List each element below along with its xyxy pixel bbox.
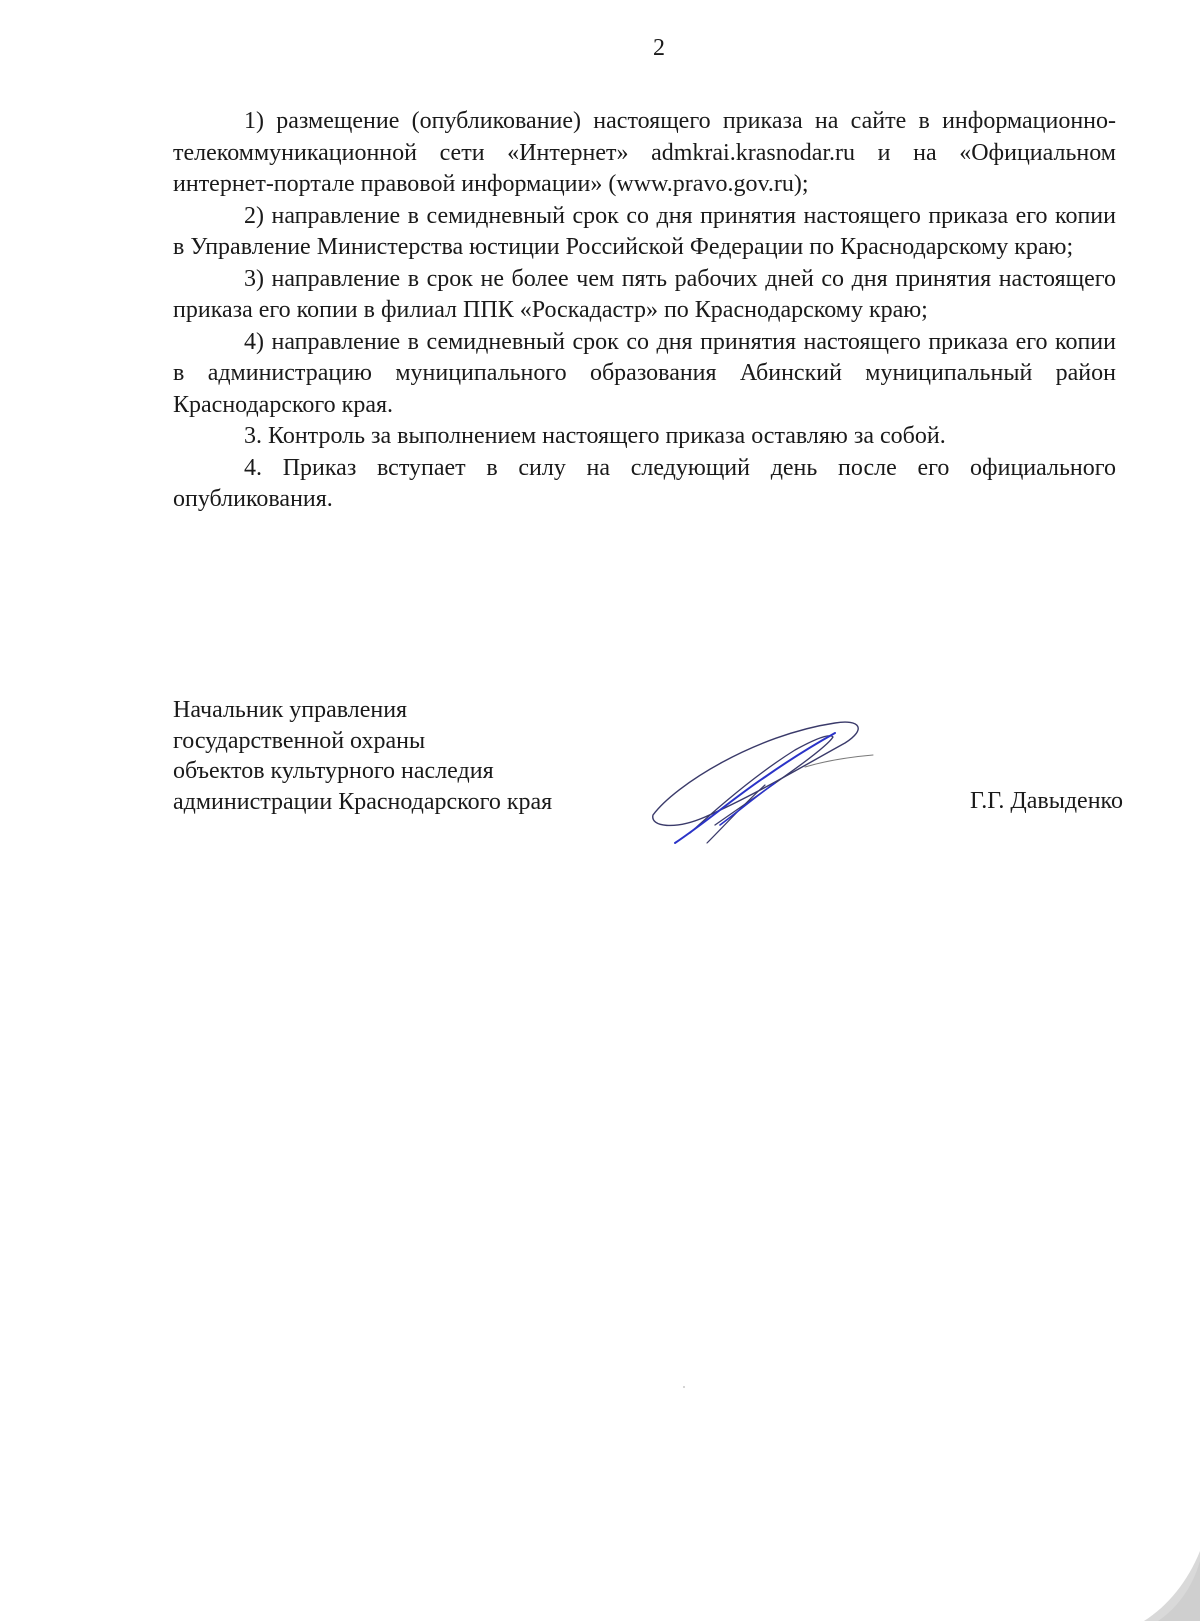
page-corner-shadow bbox=[1138, 1551, 1200, 1621]
scan-speck bbox=[683, 1386, 685, 1388]
signatory-position bbox=[173, 695, 552, 817]
paragraph-roskadastr: 3) направление в срок не более чем пять рабочих дней со дня принятия настоящего приказа его копии в филиал ППК «Роскадастр» по Краснодарскому краю; bbox=[173, 265, 1116, 323]
signatory-position-line: объектов культурного наследия bbox=[173, 758, 494, 784]
signatory-position-line: Начальник управления bbox=[173, 697, 408, 723]
page-number: 2 bbox=[653, 35, 665, 61]
document-body bbox=[173, 106, 1116, 516]
paragraph-ministry-of-justice: 2) направление в семидневный срок со дня принятия настоящего приказа его копии в Управление Министерства юстиции Российской Федерации по Краснодарскому краю; bbox=[173, 202, 1116, 260]
paragraph-entry-into-force: 4. Приказ вступает в силу на следующий день после его официального опубликования. bbox=[173, 454, 1116, 512]
signatory-position-line: администрации Краснодарского края bbox=[173, 788, 553, 815]
signature-block bbox=[173, 695, 1123, 875]
paragraph-abinsky-administration: 4) направление в семидневный срок со дня принятия настоящего приказа его копии в администрацию муниципального образования Абинский муниципальный район Краснодарского края. bbox=[173, 328, 1116, 418]
signatory-position-line: государственной охраны bbox=[173, 727, 426, 754]
paragraph-control: 3. Контроль за выполнением настоящего приказа оставляю за собой. bbox=[244, 423, 946, 449]
signatory-name: Г.Г. Давыденко bbox=[970, 788, 1123, 814]
paragraph-publication: 1) размещение (опубликование) настоящего приказа на сайте в информационно-телекоммуникационной сети «Интернет» admkrai.krasnodar.ru и на «Официальном интернет-портале правовой информации» (www.pravo.gov.ru); bbox=[173, 108, 1116, 197]
handwritten-signature bbox=[645, 715, 875, 855]
